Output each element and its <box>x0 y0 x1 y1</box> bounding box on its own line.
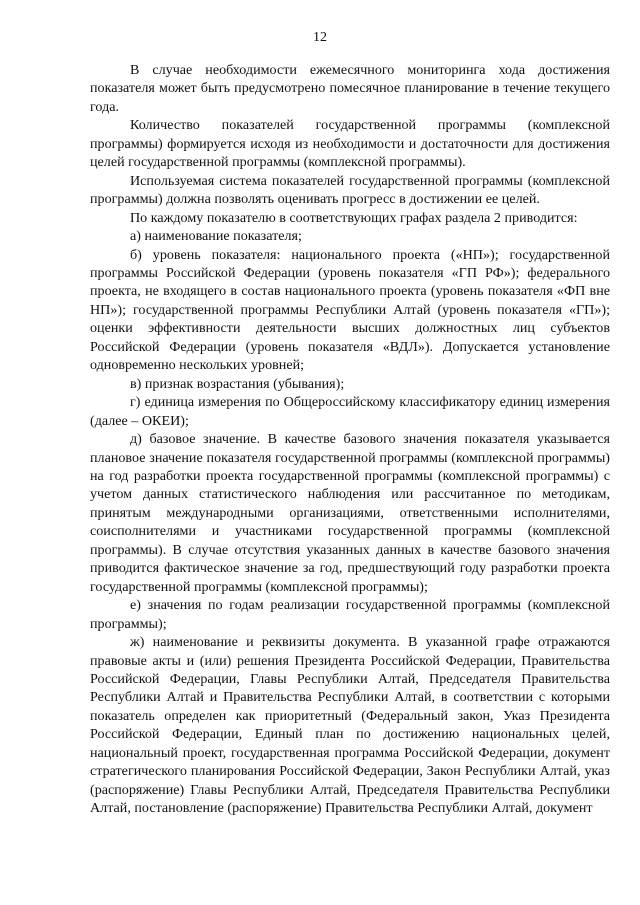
list-item-g: г) единица измерения по Общероссийскому классификатору единиц измерения (далее – ОКЕИ); <box>90 394 610 429</box>
paragraph-indicator-count: Количество показателей государственной программы (комплексной программы) формируется исходя из необходимости и достаточности для достижения целей государственной программы (комплексной программы). <box>90 117 610 171</box>
list-item-e: е) значения по годам реализации государственной программы (комплексной программы); <box>90 597 610 632</box>
list-item-zh: ж) наименование и реквизиты документа. В указанной графе отражаются правовые акты и (или) решения Президента Российской Федерации, Правительства Российской Федерации, Главы Республики Алтай, Председателя Правительства Республики Алтай и Правительства Республики Алтай, в соответствии с которыми показатель определен как приоритетный (Федеральный закон, Указ Президента Российской Федерации, Единый план по достижению национальных целей, национальный проект, государственная программа Российской Федерации, документ стратегического планирования Российской Федерации, Закон Республики Алтай, указ (распоряжение) Главы Республики Алтай, Председателя Правительства Республики Алтай, постановление (распоряжение) Правительства Республики Алтай, документ <box>90 634 610 817</box>
list-item-a: а) наименование показателя; <box>130 228 302 245</box>
paragraph-indicator-system: Используемая система показателей государственной программы (комплексной программы) должна позволять оценивать прогресс в достижении ее целей. <box>90 172 610 208</box>
document-body <box>90 61 610 818</box>
paragraph-section-2-intro: По каждому показателю в соответствующих графах раздела 2 приводится: <box>130 209 578 226</box>
list-item-b: б) уровень показателя: национального проекта («НП»); государственной программы Российской Федерации (уровень показателя «ГП РФ»); федерального проекта, не входящего в состав национального проекта (уровень показателя «ФП вне НП»); государственной программы Республики Алтай (уровень показателя «ГП»); оценки эффективности деятельности высших должностных лиц субъектов Российской Федерации (уровень показателя «ВДЛ»). Допускается установление одновременно нескольких уровней; <box>90 246 610 374</box>
page-number: 12 <box>313 30 327 45</box>
paragraph-monthly-monitoring: В случае необходимости ежемесячного мониторинга хода достижения показателя может быть предусмотрено помесячное планирование в течение текущего года. <box>90 62 610 115</box>
list-item-v: в) признак возрастания (убывания); <box>130 375 345 392</box>
list-item-d: д) базовое значение. В качестве базового значения показателя указывается плановое значение показателя государственной программы (комплексной программы) на год разработки проекта государственной программы (комплексной программы) с учетом данных статистического наблюдения или рассчитанное по методикам, принятым международными организациями, ответственными исполнителями, соисполнителями и участниками государственной программы (комплексной программы). В случае отсутствия указанных данных в качестве базового значения приводится фактическое значение за год, предшествующий году разработки проекта государственной программы (комплексной программы); <box>90 431 610 595</box>
